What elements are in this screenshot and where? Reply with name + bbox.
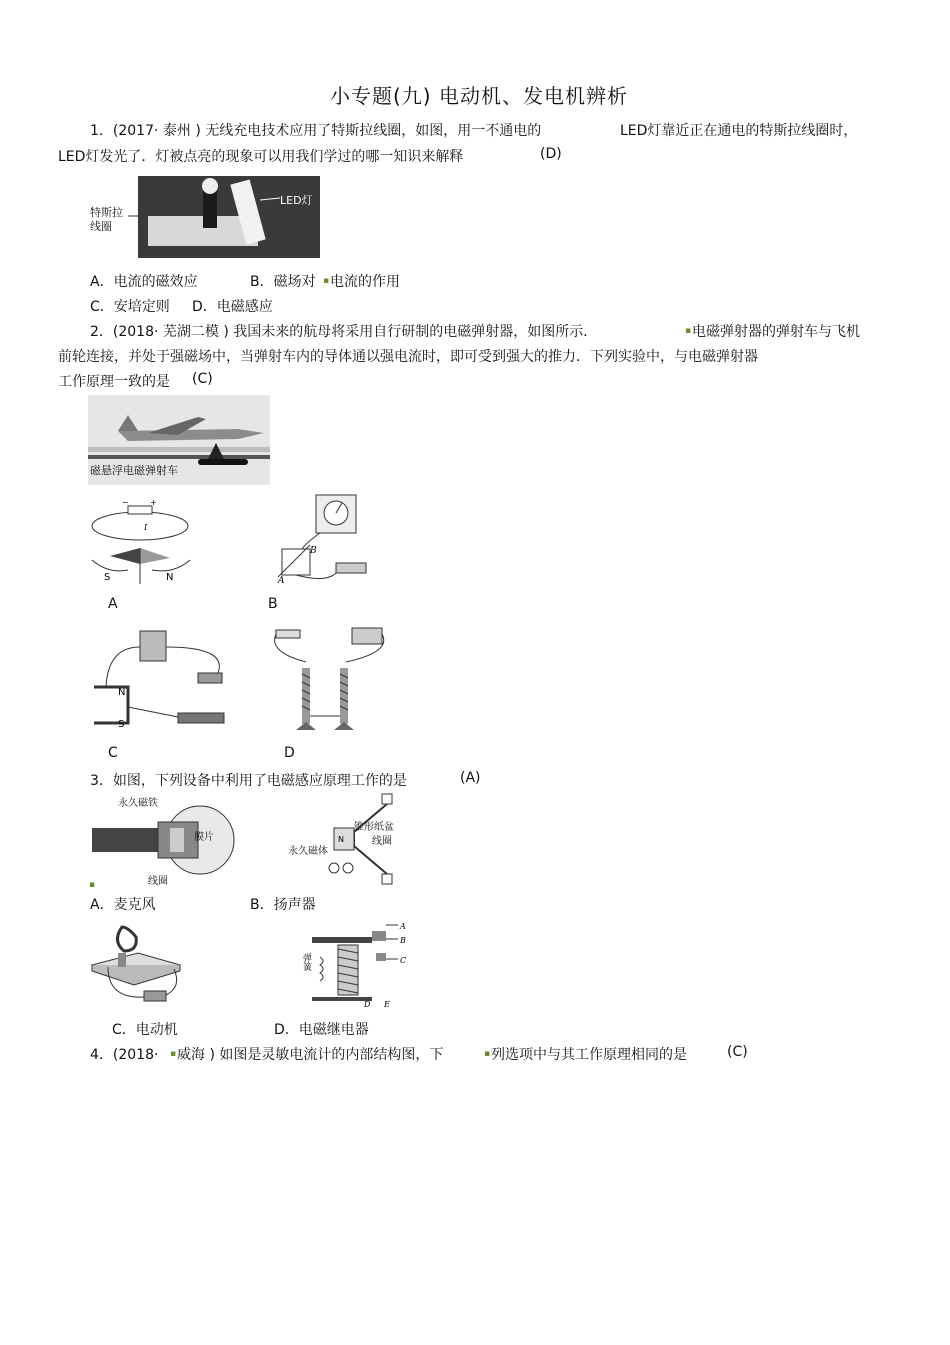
speaker-label-cone: 锥形纸盆: [354, 822, 394, 833]
q4-answer: (C): [727, 1044, 748, 1060]
svg-text:N: N: [338, 835, 344, 844]
maglev-launcher-figure: [88, 395, 270, 485]
relay-figure: [300, 917, 424, 1009]
motor-figure: [88, 917, 184, 1009]
q3-answer: (A): [460, 770, 481, 786]
speaker-label-coil: 线圈: [372, 836, 392, 847]
q2-text-line1a: 2．(2018· 芜湖二模 ) 我国未来的航母将采用自行研制的电磁弹射器，如图所示．: [90, 324, 598, 340]
q2-figure-label-d: D: [284, 745, 295, 761]
speaker-figure: [284, 792, 426, 886]
q3-option-c: C．电动机: [112, 1022, 178, 1038]
tesla-coil-figure: [88, 176, 320, 258]
q2-text-line1b: 电磁弹射器的弹射车与飞机: [692, 324, 860, 340]
svg-text:B: B: [400, 936, 406, 945]
mic-label-coil: 线圈: [148, 876, 168, 886]
svg-text:C: C: [400, 956, 407, 965]
q2-figure-label-b: B: [268, 596, 278, 612]
speaker-label-magnet: 永久磁体: [288, 846, 328, 857]
q4-text-part3: 列选项中与其工作原理相同的是: [491, 1047, 687, 1063]
q1-option-d: D．电磁感应: [192, 299, 273, 315]
q1-option-a: A．电流的磁效应: [90, 274, 198, 290]
mic-label-magnet: 永久磁铁: [118, 798, 158, 809]
svg-text:A: A: [278, 576, 285, 586]
q2-answer: (C): [192, 371, 213, 387]
svg-text:S: S: [104, 572, 111, 583]
page-title: 小专题(九) 电动机、发电机辨析: [330, 84, 628, 108]
q1-option-c: C．安培定则: [90, 299, 170, 315]
q3-text-line1a: 3．如图，下列设备中利用了电磁感应原理工作的是: [90, 773, 407, 789]
q3-option-a: A．麦克风: [90, 897, 156, 913]
svg-text:+: +: [150, 500, 157, 507]
mic-label-diaphragm: 膜片: [194, 832, 214, 843]
stray-mark: ▪: [89, 880, 96, 890]
oersted-experiment-figure: [88, 500, 194, 586]
q4-text-part2: 威海 ) 如图是灵敏电流计的内部结构图，下: [177, 1047, 444, 1063]
svg-text:E: E: [384, 1000, 390, 1009]
svg-text:N: N: [166, 572, 174, 583]
led-label: LED灯: [280, 194, 313, 207]
q1-text-line2a: LED灯发光了．灯被点亮的现象可以用我们学过的哪一知识来解释: [58, 149, 464, 165]
stray-mark: ▪: [323, 276, 330, 286]
q1-text-line1a: 1．(2017· 泰州 ) 无线充电技术应用了特斯拉线圈，如图，用一不通电的: [90, 123, 542, 139]
q1-option-b-part2: 电流的作用: [330, 274, 400, 290]
q2-figure-label-c: C: [108, 745, 118, 761]
q2-figure-label-a: A: [108, 596, 118, 612]
svg-text:I: I: [144, 523, 148, 532]
stray-mark: ▪: [484, 1049, 491, 1059]
q1-text-line1b: LED灯靠近正在通电的特斯拉线圈时，: [620, 123, 858, 139]
svg-text:N: N: [118, 687, 126, 698]
relay-spring-label: 弹簧: [301, 953, 311, 971]
svg-text:B: B: [310, 546, 317, 556]
q2-text-line2: 前轮连接，并处于强磁场中，当弹射车内的导体通以强电流时，即可受到强大的推力．下列实验中，与电磁弹射器: [58, 349, 758, 365]
q4-text-part1: 4．(2018·: [90, 1047, 159, 1063]
stray-mark: ▪: [685, 326, 692, 336]
q1-option-b-part1: B．磁场对: [250, 274, 316, 290]
svg-text:−: −: [122, 500, 129, 507]
svg-text:S: S: [118, 719, 125, 730]
q1-answer: (D): [540, 146, 562, 162]
tesla-coil-label: 特斯拉 线圈: [90, 206, 123, 233]
electromagnet-figure: [266, 622, 392, 734]
q2-text-line3a: 工作原理一致的是: [58, 374, 170, 390]
q3-option-b: B．扬声器: [250, 897, 316, 913]
svg-text:D: D: [364, 1000, 371, 1009]
svg-text:A: A: [400, 922, 406, 931]
maglev-caption: 磁悬浮电磁弹射车: [90, 464, 178, 477]
stray-mark: ▪: [170, 1049, 177, 1059]
q3-option-d: D．电磁继电器: [274, 1022, 369, 1038]
microphone-figure: [88, 792, 246, 886]
induction-experiment-figure: [276, 493, 372, 586]
motor-principle-figure: [88, 627, 235, 734]
